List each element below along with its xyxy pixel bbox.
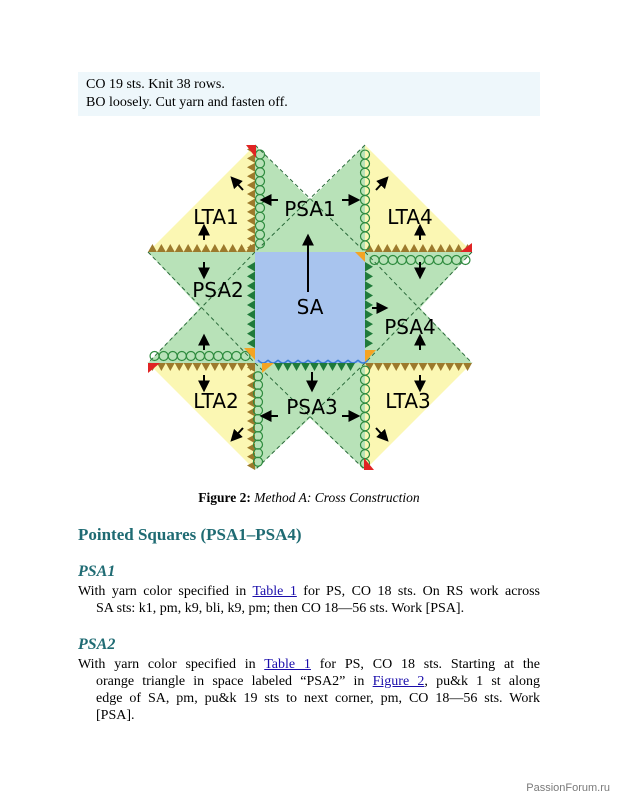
label-psa3: PSA3 <box>286 395 338 419</box>
label-lta1: LTA1 <box>193 205 239 229</box>
caption-text: Method A: Cross Construction <box>254 490 420 505</box>
psa2-line-3: edge of SA, pm, pu&k 19 sts to next corner, pm, CO 18—56 sts. Work <box>96 691 540 706</box>
psa2-line-4: [PSA]. <box>96 708 135 723</box>
figure-2-link[interactable]: Figure 2 <box>372 674 425 689</box>
figure-caption <box>0 490 618 506</box>
lta3-region <box>365 363 472 470</box>
psa2-line-1: With yarn color specified in Table 1 for PS, CO 18 sts. Starting at the <box>78 657 540 672</box>
lta1-region <box>148 145 255 252</box>
label-psa1: PSA1 <box>284 197 336 221</box>
lta2-region <box>148 363 255 470</box>
watermark: PassionForum.ru <box>526 782 610 794</box>
label-psa4: PSA4 <box>384 315 436 339</box>
psa1-heading: PSA1 <box>78 563 116 580</box>
code-line-2: BO loosely. Cut yarn and fasten off. <box>86 95 288 110</box>
psa2-paragraph <box>78 656 540 724</box>
label-lta2: LTA2 <box>193 389 239 413</box>
psa2-line-2: orange triangle in space labeled “PSA2” in Figure 2, pu&k 1 st along <box>96 674 540 689</box>
label-sa: SA <box>296 295 324 319</box>
psa1-line-1: With yarn color specified in Table 1 for PS, CO 18 sts. On RS work across <box>78 584 540 599</box>
code-line-1: CO 19 sts. Knit 38 rows. <box>86 77 225 92</box>
table-1-link[interactable]: Table 1 <box>264 657 311 672</box>
label-lta4: LTA4 <box>387 205 433 229</box>
caption-label: Figure 2: <box>198 490 251 505</box>
psa1-line-2: SA sts: k1, pm, k9, bli, k9, pm; then CO 18—56 sts. Work [PSA]. <box>96 601 465 616</box>
label-psa2: PSA2 <box>192 278 244 302</box>
lta4-region <box>365 145 472 252</box>
section-heading: Pointed Squares (PSA1–PSA4) <box>78 525 302 544</box>
psa1-paragraph <box>78 583 540 617</box>
label-lta3: LTA3 <box>385 389 431 413</box>
psa2-heading: PSA2 <box>78 636 116 653</box>
table-1-link[interactable]: Table 1 <box>252 584 297 599</box>
